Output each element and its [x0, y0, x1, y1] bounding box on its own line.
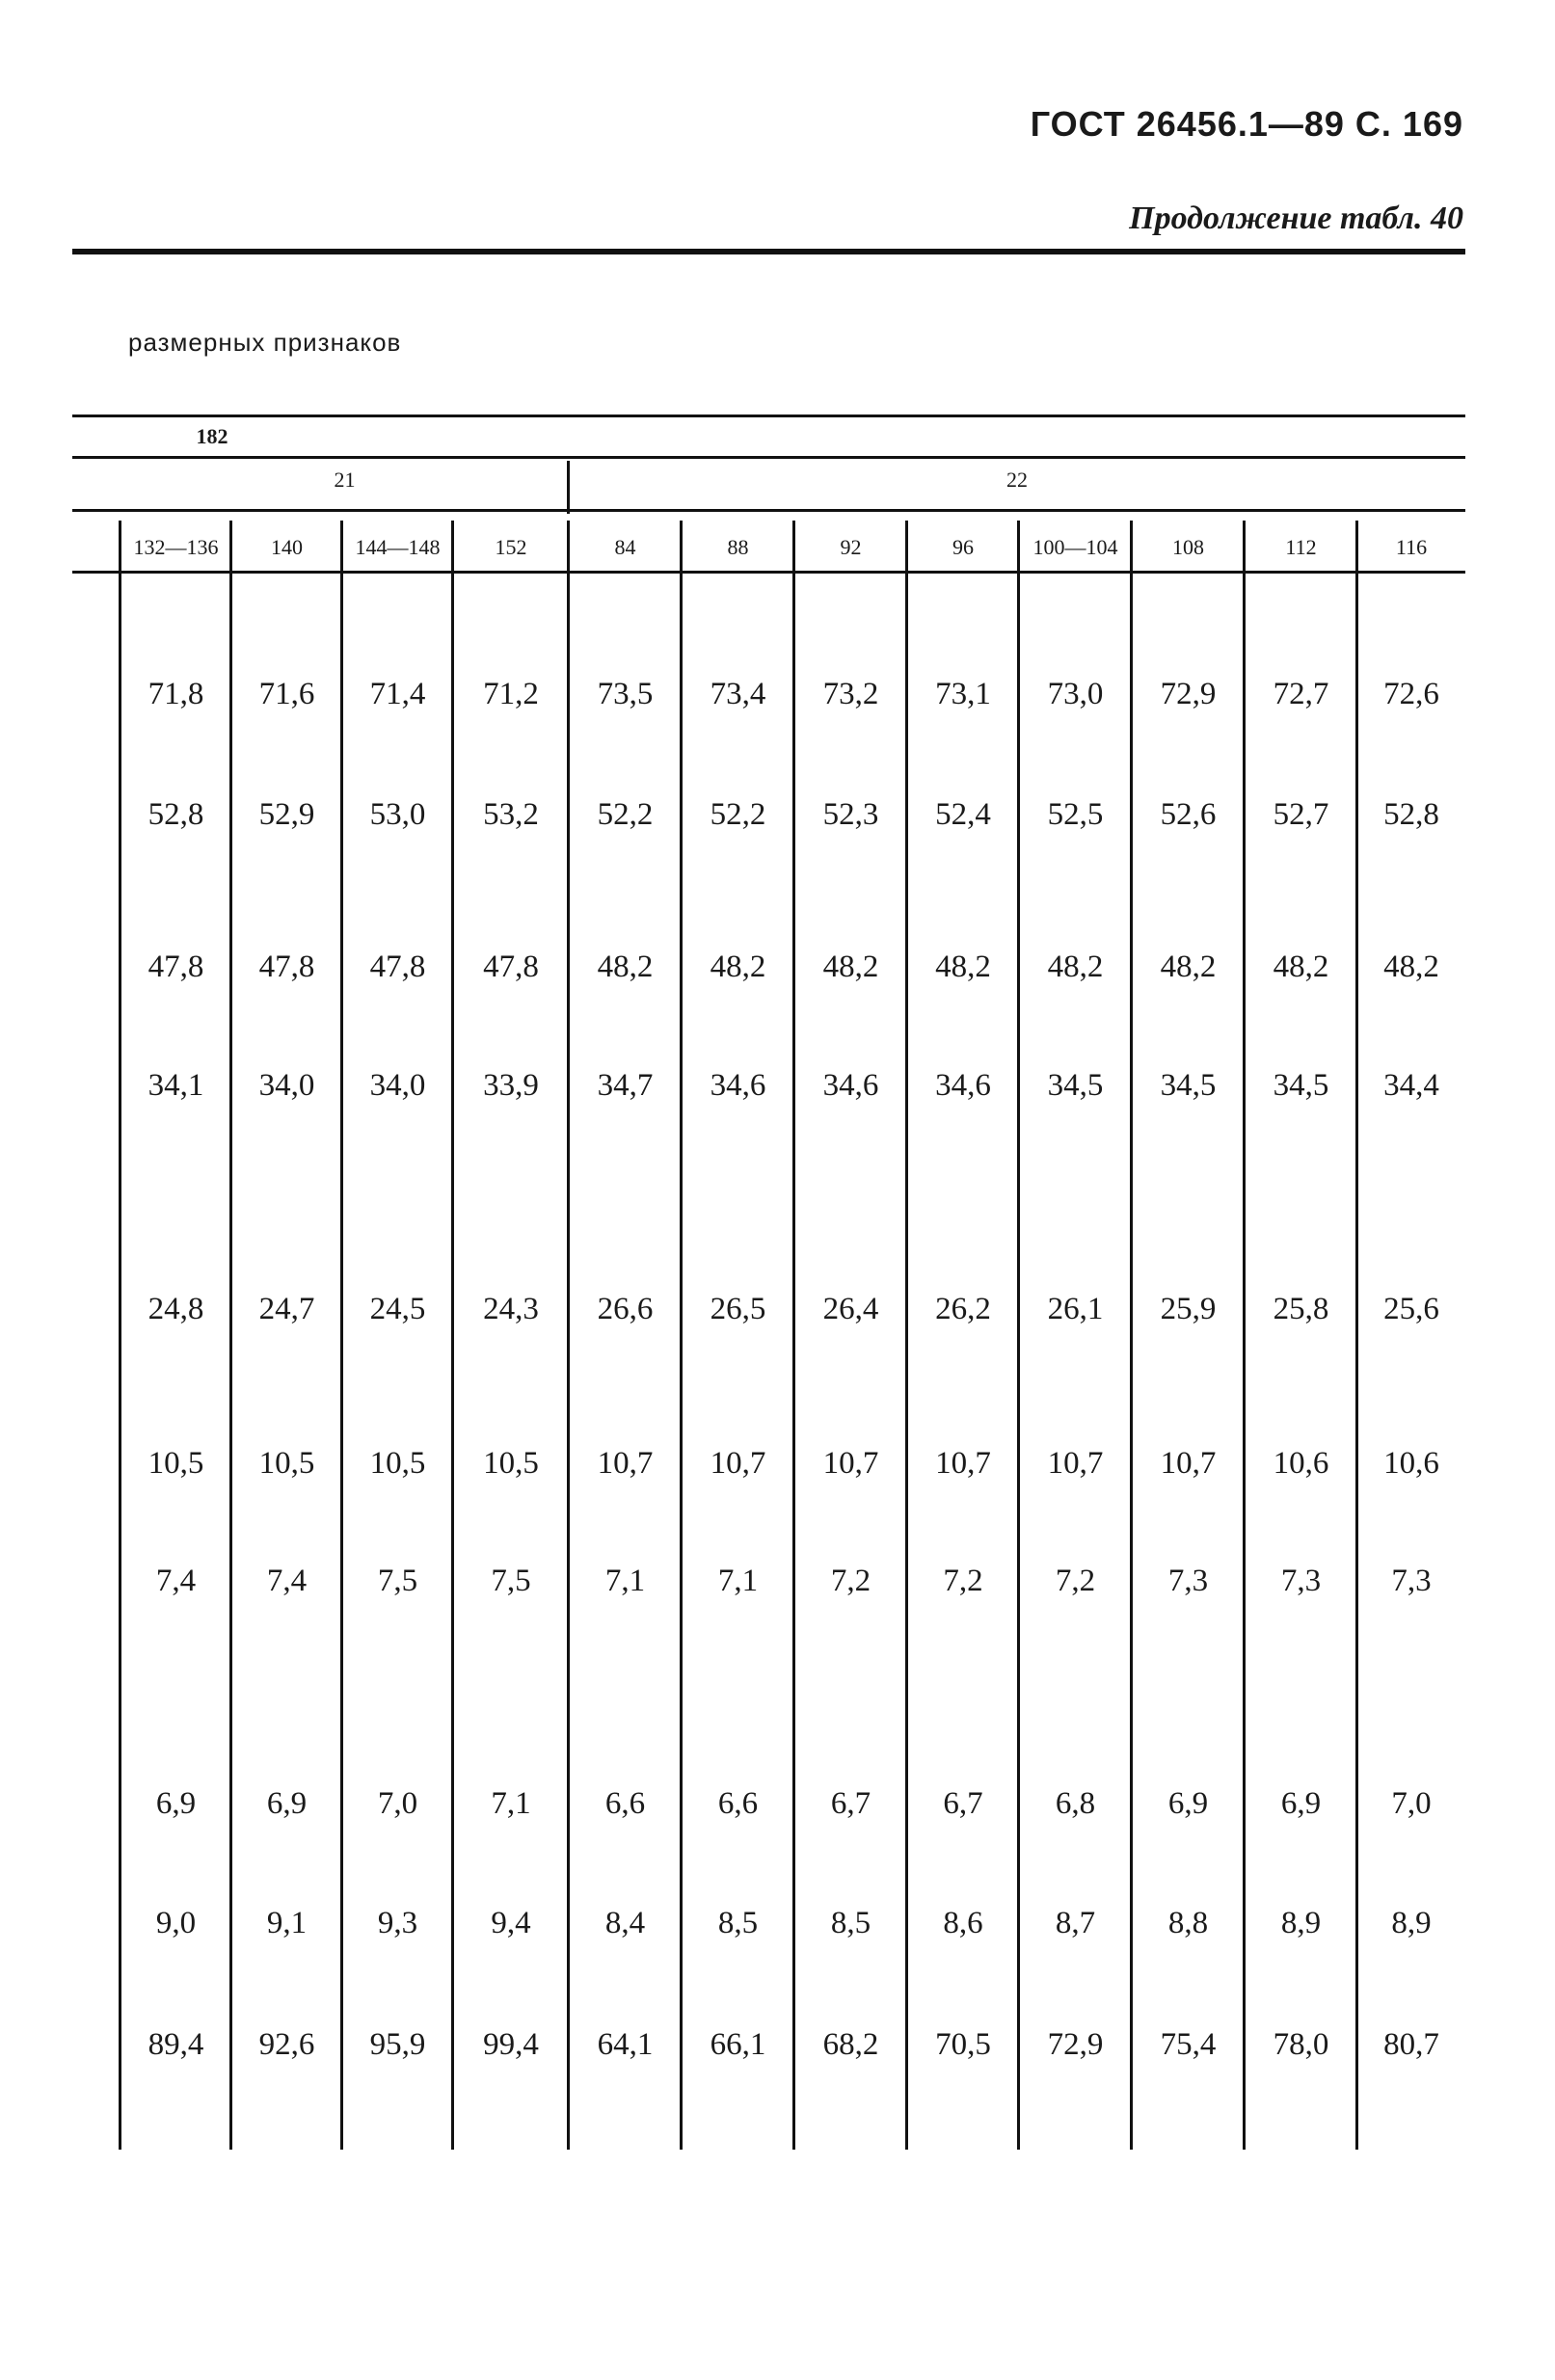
table-cell: 10,5	[369, 1446, 426, 1481]
table-cell: 7,3	[1280, 1564, 1322, 1598]
table-cell: 71,8	[147, 677, 204, 711]
table-cell: 34,5	[1160, 1068, 1217, 1103]
table-rule-groups	[72, 509, 1465, 512]
table-cell: 9,0	[155, 1906, 197, 1940]
table-cell: 72,9	[1047, 2027, 1104, 2062]
table-cell: 48,2	[1273, 949, 1329, 984]
table-cell: 7,3	[1167, 1564, 1209, 1598]
table-cell: 34,7	[597, 1068, 654, 1103]
table-cell: 48,2	[710, 949, 766, 984]
table-cell: 48,2	[1383, 949, 1439, 984]
table-cell: 24,8	[147, 1292, 204, 1326]
table-cell: 9,3	[377, 1906, 418, 1940]
table-cell: 47,8	[258, 949, 315, 984]
table-cell: 47,8	[483, 949, 539, 984]
column-header: 100—104	[1032, 535, 1118, 559]
table-cell: 24,3	[483, 1292, 539, 1326]
table-cell: 34,0	[369, 1068, 426, 1103]
table-cell: 34,4	[1383, 1068, 1439, 1103]
table-cell: 7,5	[377, 1564, 418, 1598]
table-cell: 6,9	[155, 1786, 197, 1821]
table-cell: 7,3	[1391, 1564, 1432, 1598]
table-cell: 10,5	[483, 1446, 539, 1481]
table-cell: 10,7	[710, 1446, 766, 1481]
table-cell: 10,5	[147, 1446, 204, 1481]
table-cell: 26,2	[935, 1292, 991, 1326]
table-cell: 73,2	[822, 677, 879, 711]
table-cell: 52,3	[822, 797, 879, 832]
header-group-label: 21	[334, 468, 356, 492]
table-cell: 73,5	[597, 677, 654, 711]
table-cell: 8,4	[604, 1906, 646, 1940]
table-cell: 52,2	[710, 797, 766, 832]
table-cell: 78,0	[1273, 2027, 1329, 2062]
table-cell: 68,2	[822, 2027, 879, 2062]
table-cell: 47,8	[147, 949, 204, 984]
table-cell: 89,4	[147, 2027, 204, 2062]
table-cell: 48,2	[597, 949, 654, 984]
table-cell: 10,6	[1273, 1446, 1329, 1481]
table-cell: 47,8	[369, 949, 426, 984]
header-group-label: 22	[1006, 468, 1028, 492]
table-cell: 72,6	[1383, 677, 1439, 711]
table-cell: 52,4	[935, 797, 991, 832]
table-cell: 25,8	[1273, 1292, 1329, 1326]
column-header: 152	[495, 535, 527, 559]
table-cell: 8,9	[1280, 1906, 1322, 1940]
table-cell: 26,4	[822, 1292, 879, 1326]
table-cell: 34,1	[147, 1068, 204, 1103]
table-cell: 26,5	[710, 1292, 766, 1326]
table-cell: 7,1	[604, 1564, 646, 1598]
table-cell: 71,6	[258, 677, 315, 711]
table-cell: 72,9	[1160, 677, 1217, 711]
document-header: ГОСТ 26456.1—89 С. 169	[1030, 104, 1463, 144]
table-cell: 52,2	[597, 797, 654, 832]
table-cell: 7,2	[1055, 1564, 1096, 1598]
table-cell: 9,1	[266, 1906, 308, 1940]
table-cell: 53,0	[369, 797, 426, 832]
column-header: 140	[271, 535, 303, 559]
table-cell: 10,7	[597, 1446, 654, 1481]
table-cell: 10,7	[1160, 1446, 1217, 1481]
table-cell: 8,5	[830, 1906, 871, 1940]
table-cell: 92,6	[258, 2027, 315, 2062]
table-cell: 10,7	[1047, 1446, 1104, 1481]
column-header: 108	[1172, 535, 1204, 559]
table-cell: 8,6	[943, 1906, 983, 1940]
table-cell: 71,4	[369, 677, 426, 711]
column-header: 88	[727, 535, 749, 559]
table-cell: 73,4	[710, 677, 766, 711]
table-cell: 33,9	[483, 1068, 539, 1103]
column-header: 116	[1395, 535, 1428, 559]
table-cell: 52,8	[147, 797, 204, 832]
table-cell: 99,4	[483, 2027, 539, 2062]
table-cell: 6,7	[943, 1786, 983, 1821]
table-cell: 7,4	[155, 1564, 197, 1598]
table-cell: 6,9	[1167, 1786, 1209, 1821]
table-rule-level1	[72, 456, 1465, 459]
table-rule-header-bottom	[72, 571, 1465, 574]
table-cell: 6,6	[717, 1786, 759, 1821]
table-cell: 66,1	[710, 2027, 766, 2062]
table-cell: 8,8	[1167, 1906, 1209, 1940]
table-cell: 73,1	[935, 677, 991, 711]
table-cell: 7,1	[717, 1564, 759, 1598]
table-cell: 10,7	[822, 1446, 879, 1481]
table-cell: 24,5	[369, 1292, 426, 1326]
table-cell: 34,5	[1273, 1068, 1329, 1103]
table-subtitle: размерных признаков	[128, 328, 402, 357]
table-cell: 52,5	[1047, 797, 1104, 832]
table-cell: 26,6	[597, 1292, 654, 1326]
table-cell: 48,2	[1047, 949, 1104, 984]
column-header: 112	[1285, 535, 1317, 559]
table-cell: 34,5	[1047, 1068, 1104, 1103]
table-cell: 8,5	[717, 1906, 759, 1940]
table-cell: 25,6	[1383, 1292, 1439, 1326]
table-cell: 6,6	[604, 1786, 646, 1821]
table-cell: 7,1	[491, 1786, 531, 1821]
table-cell: 73,0	[1047, 677, 1104, 711]
table-cell: 71,2	[483, 677, 539, 711]
table-cell: 52,8	[1383, 797, 1439, 832]
column-header: 92	[840, 535, 862, 559]
header-level1-label: 182	[196, 424, 228, 448]
column-header: 144—148	[355, 535, 441, 559]
table-cell: 34,6	[822, 1068, 879, 1103]
table-cell: 24,7	[258, 1292, 315, 1326]
table-cell: 25,9	[1160, 1292, 1217, 1326]
table-cell: 95,9	[369, 2027, 426, 2062]
table-cell: 8,7	[1055, 1906, 1096, 1940]
table-cell: 10,6	[1383, 1446, 1439, 1481]
table-cell: 48,2	[935, 949, 991, 984]
table-continuation-caption: Продолжение табл. 40	[1129, 201, 1463, 236]
table-cell: 52,7	[1273, 797, 1329, 832]
table-cell: 7,0	[1391, 1786, 1432, 1821]
table-cell: 9,4	[491, 1906, 531, 1940]
top-rule	[72, 249, 1465, 254]
table-cell: 64,1	[597, 2027, 654, 2062]
table-rule-top	[72, 414, 1465, 417]
table-cell: 7,5	[491, 1564, 531, 1598]
table-cell: 7,2	[830, 1564, 871, 1598]
table-cell: 34,0	[258, 1068, 315, 1103]
table-cell: 75,4	[1160, 2027, 1217, 2062]
table-cell: 8,9	[1391, 1906, 1432, 1940]
column-header: 132—136	[133, 535, 219, 559]
table-cell: 7,2	[943, 1564, 983, 1598]
table-cell: 6,7	[830, 1786, 871, 1821]
table-cell: 52,6	[1160, 797, 1217, 832]
table-cell: 10,7	[935, 1446, 991, 1481]
table-cell: 48,2	[1160, 949, 1217, 984]
table-cell: 34,6	[710, 1068, 766, 1103]
table-cell: 7,0	[377, 1786, 418, 1821]
column-header: 96	[952, 535, 974, 559]
table-cell: 7,4	[266, 1564, 308, 1598]
table-cell: 52,9	[258, 797, 315, 832]
table-cell: 6,9	[1280, 1786, 1322, 1821]
table-cell: 53,2	[483, 797, 539, 832]
table-cell: 6,9	[266, 1786, 308, 1821]
table-cell: 72,7	[1273, 677, 1329, 711]
table-cell: 48,2	[822, 949, 879, 984]
table-cell: 80,7	[1383, 2027, 1439, 2062]
column-header: 84	[614, 535, 636, 559]
table-cell: 6,8	[1055, 1786, 1096, 1821]
table-cell: 26,1	[1047, 1292, 1104, 1326]
table-cell: 10,5	[258, 1446, 315, 1481]
group-separator	[567, 461, 570, 514]
table-cell: 70,5	[935, 2027, 991, 2062]
table-cell: 34,6	[935, 1068, 991, 1103]
